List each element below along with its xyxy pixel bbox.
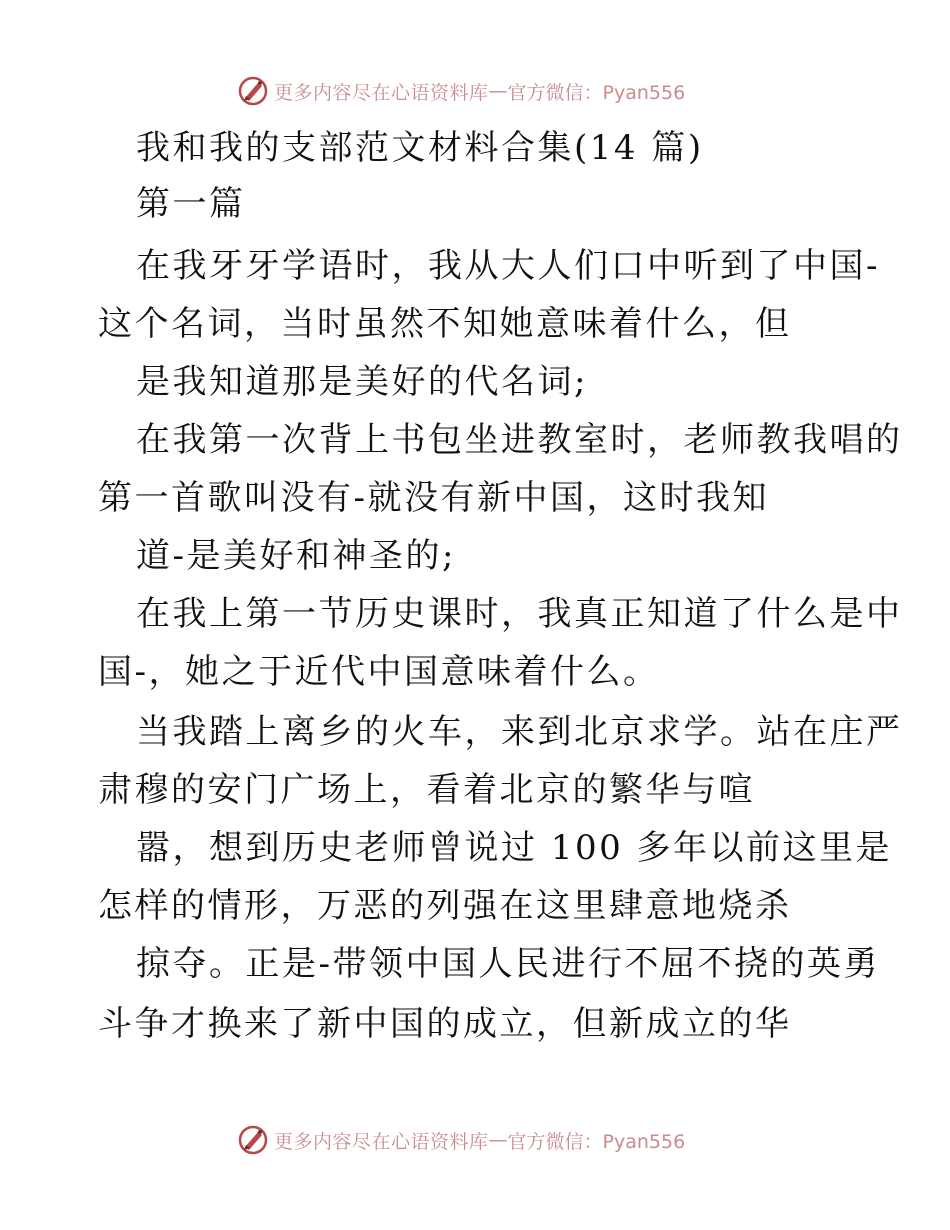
watermark-separator: — xyxy=(488,80,508,102)
body-line: 嚣，想到历史老师曾说过 100 多年以前这里是 xyxy=(136,828,893,868)
footer-watermark xyxy=(236,1122,716,1158)
header-watermark xyxy=(236,73,716,109)
body-line: 掠夺。正是-带领中国人民进行不屈不挠的英勇 xyxy=(136,944,880,984)
body-line: 在我第一次背上书包坐进教室时，老师教我唱的 xyxy=(136,420,903,460)
body-line: 斗争才换来了新中国的成立，但新成立的华 xyxy=(98,1004,792,1044)
body-line: 道-是美好和神圣的; xyxy=(136,536,456,576)
watermark-site-text: 更多内容尽在心语资料库 xyxy=(274,81,489,104)
body-line: 这个名词，当时虽然不知她意味着什么，但 xyxy=(98,304,792,344)
watermark-account-text: 官方微信：Pyan556 xyxy=(507,81,686,104)
body-line: 国-，她之于近代中国意味着什么。 xyxy=(98,652,660,692)
document-title: 我和我的支部范文材料合集(14 篇) xyxy=(136,128,704,168)
body-line: 当我踏上离乡的火车，来到北京求学。站在庄严 xyxy=(136,712,903,752)
pen-logo-icon xyxy=(236,1123,270,1157)
watermark-site-text: 更多内容尽在心语资料库 xyxy=(274,1130,489,1153)
body-line: 在我上第一节历史课时，我真正知道了什么是中 xyxy=(136,594,903,634)
body-line: 肃穆的安门广场上，看着北京的繁华与喧 xyxy=(98,770,755,810)
section-heading: 第一篇 xyxy=(136,184,246,224)
body-line: 是我知道那是美好的代名词; xyxy=(136,362,588,402)
watermark-separator: — xyxy=(488,1129,508,1151)
body-line: 在我牙牙学语时，我从大人们口中听到了中国- xyxy=(136,246,880,286)
body-line: 怎样的情形，万恶的列强在这里肆意地烧杀 xyxy=(98,886,792,926)
pen-logo-icon xyxy=(236,74,270,108)
body-line: 第一首歌叫没有-就没有新中国，这时我知 xyxy=(98,478,769,518)
watermark-account-text: 官方微信：Pyan556 xyxy=(507,1130,686,1153)
